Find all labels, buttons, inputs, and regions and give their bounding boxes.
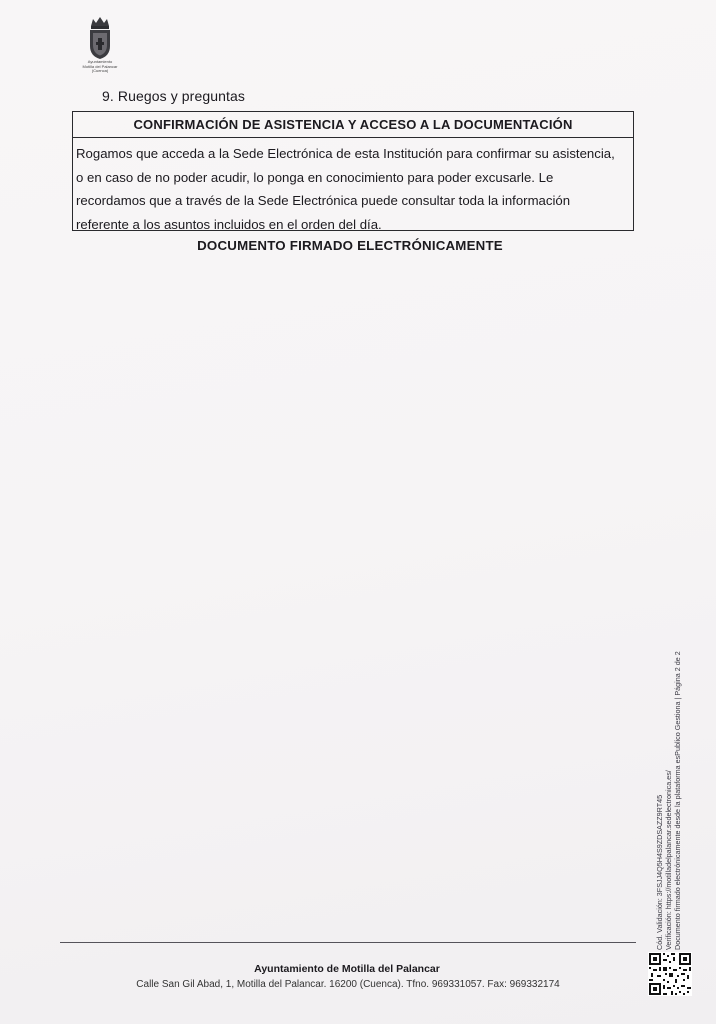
- municipal-crest-logo: [76, 14, 124, 78]
- crest-caption-line: Ayuntamiento: [87, 59, 113, 64]
- footer-title: Ayuntamiento de Motilla del Palancar: [254, 963, 440, 975]
- confirmation-text-line: o en caso de no poder acudir, lo ponga en conocimiento para poder excusarle. Le: [76, 169, 554, 185]
- confirmation-box-body: [73, 138, 633, 236]
- footer-address: Calle San Gil Abad, 1, Motilla del Palancar. 16200 (Cuenca). Tfno. 969331057. Fax: 969332174: [136, 979, 560, 990]
- agenda-item: 9. Ruegos y preguntas: [102, 88, 245, 104]
- confirmation-text-line: Rogamos que acceda a la Sede Electrónica de esta Institución para confirmar su asistencia,: [76, 146, 615, 161]
- coat-of-arms-icon: [85, 14, 115, 60]
- electronic-signature-notice: DOCUMENTO FIRMADO ELECTRÓNICAMENTE: [197, 238, 503, 253]
- confirmation-text-line: recordamos que a través de la Sede Electrónica puede consultar toda la información: [76, 193, 571, 208]
- verification-line: Cód. Validación: 3FSJJ4Q5H4S9ZDSAZZ9RT45: [655, 794, 664, 950]
- confirmation-box: [72, 111, 634, 231]
- verification-line: Verificación: https://motilladelpalancar.sedelectronica.es/: [664, 770, 673, 950]
- confirmation-box-title: CONFIRMACIÓN DE ASISTENCIA Y ACCESO A LA DOCUMENTACIÓN: [73, 112, 633, 138]
- footer-divider: [60, 942, 636, 943]
- side-verification-text: [655, 620, 682, 950]
- crest-caption-line: (Cuenca): [91, 68, 109, 74]
- verification-line: Documento firmado electrónicamente desde la plataforma esPublico Gestiona | Página 2 de 2: [673, 651, 682, 950]
- qr-code-icon: [648, 952, 692, 996]
- confirmation-text-line: referente a los asuntos incluidos en el orden del día.: [76, 216, 382, 232]
- crest-caption-line: Motilla del Palancar: [82, 63, 118, 69]
- crest-caption: [76, 60, 124, 74]
